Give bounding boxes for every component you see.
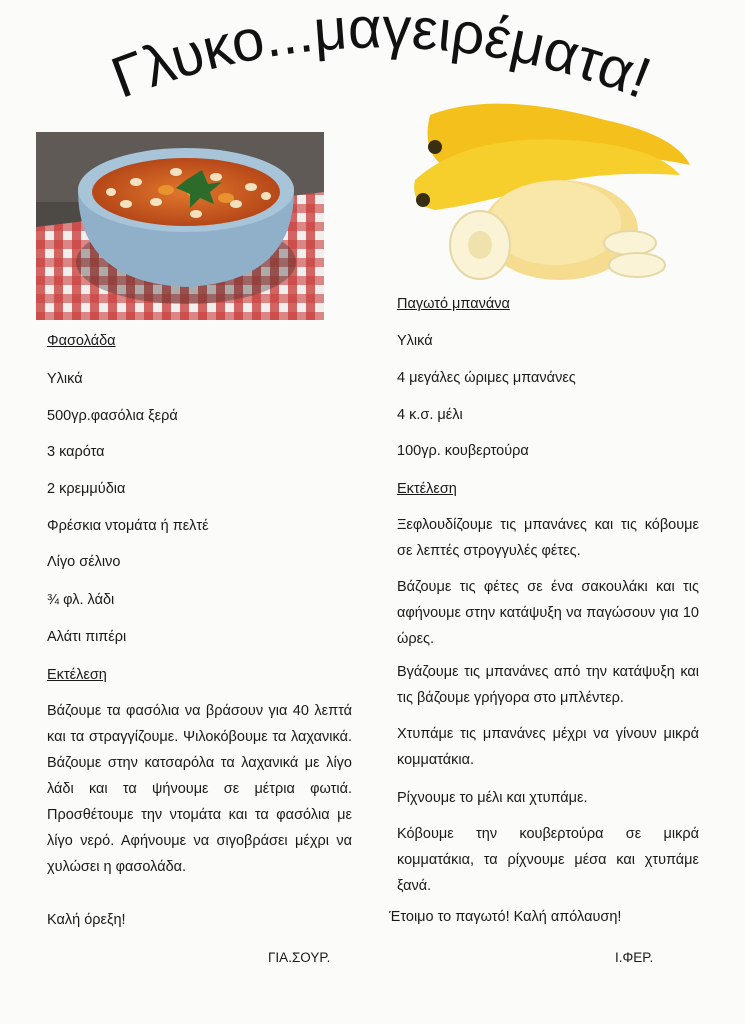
ingredient-item: 3 καρότα [47, 444, 105, 460]
fasolada-photo [36, 132, 324, 320]
right-signature: Ι.ΦΕΡ. [615, 950, 654, 965]
ingredient-item: 4 μεγάλες ώριμες μπανάνες [397, 370, 576, 386]
fasolada-heading: Φασολάδα [47, 333, 116, 349]
ingredients-label: Υλικά [397, 333, 433, 349]
ingredient-item: 500γρ.φασόλια ξερά [47, 408, 178, 424]
banana-heading: Παγωτό μπανάνα [397, 296, 510, 312]
page-title-text: Γλυκο...μαγειρέματα! [103, 0, 660, 112]
method-step: Ξεφλουδίζουμε τις μπανάνες και τις κόβουμε σε λεπτές στρογγυλές φέτες. [397, 517, 699, 559]
ingredient-item: 4 κ.σ. μέλι [397, 407, 463, 423]
ingredients-label: Υλικά [47, 371, 83, 387]
ingredient-item: 2 κρεμμύδια [47, 481, 126, 497]
method-step: Ρίχνουμε το μέλι και χτυπάμε. [397, 790, 588, 806]
fasolada-closing: Καλή όρεξη! [47, 912, 126, 928]
ingredient-item: 100γρ. κουβερτούρα [397, 443, 529, 459]
ingredient-item: Φρέσκια ντομάτα ή πελτέ [47, 518, 209, 534]
ingredient-item: Λίγο σέλινο [47, 554, 121, 570]
method-step: Κόβουμε την κουβερτούρα σε μικρά κομματάκια, τα ρίχνουμε μέσα και χτυπάμε ξανά. [397, 826, 699, 894]
banana-closing: Έτοιμο το παγωτό! Καλή απόλαυση! [389, 909, 622, 925]
ingredient-item: ¾ φλ. λάδι [47, 592, 115, 608]
method-heading: Εκτέλεση [397, 481, 457, 497]
left-signature: ΓΙΑ.ΣΟΥΡ. [268, 950, 331, 965]
method-step: Χτυπάμε τις μπανάνες μέχρι να γίνουν μικρά κομματάκια. [397, 726, 699, 768]
method-heading: Εκτέλεση [47, 667, 107, 683]
method-step: Βγάζουμε τις μπανάνες από την κατάψυξη και τις βάζουμε γρήγορα στο μπλέντερ. [397, 664, 699, 706]
method-step: Βάζουμε τις φέτες σε ένα σακουλάκι και τις αφήνουμε στην κατάψυξη να παγώσουν για 10 ώρες. [397, 579, 699, 647]
fasolada-method: Βάζουμε τα φασόλια να βράσουν για 40 λεπτά και τα στραγγίζουμε. Ψιλοκόβουμε τα λαχανικά. Βάζουμε στην κατσαρόλα τα λαχανικά με λίγο λάδι και τα ψήνουμε σε μέτρια φωτιά. Προσθέτουμε την ντομάτα και τα φασόλια με λίγο νερό. Αφήνουμε να σιγοβράσει μέχρι να χυλώσει η φασολάδα. [47, 703, 352, 875]
ingredient-item: Αλάτι πιπέρι [47, 629, 127, 645]
banana-icecream-photo [405, 95, 695, 290]
